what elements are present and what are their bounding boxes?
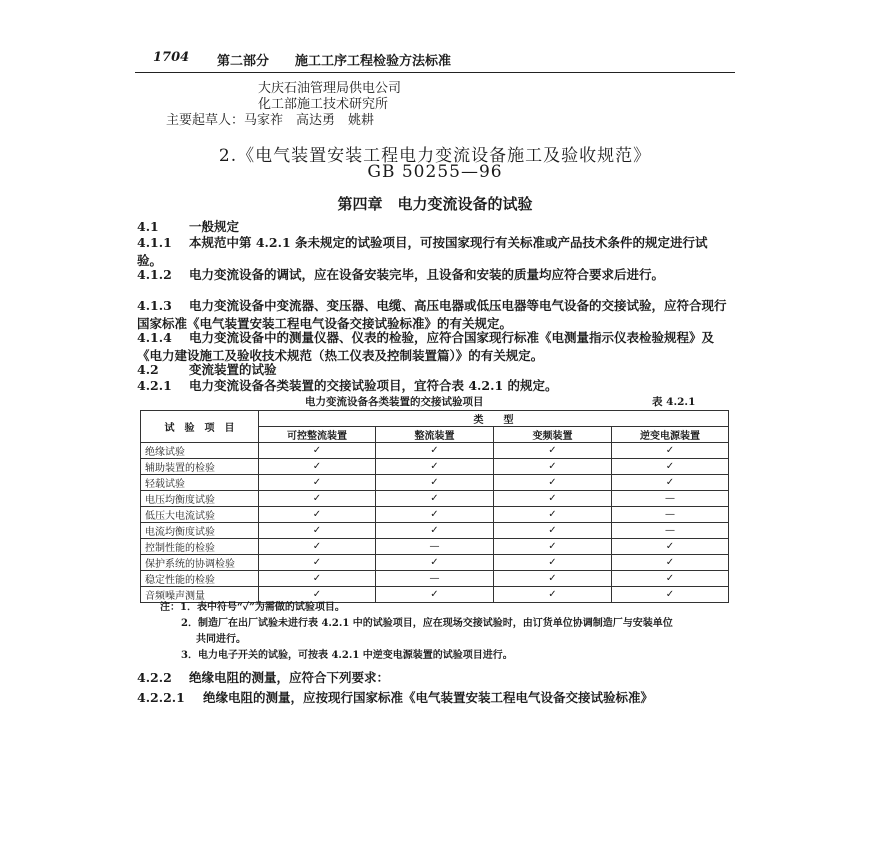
running-header — [135, 50, 735, 72]
column-header: 可控整流装置 — [259, 427, 376, 443]
table-header-row — [141, 411, 729, 427]
clause-number: 4.1.4 — [137, 330, 172, 345]
clause-number: 4.2.2.1 — [137, 690, 185, 705]
column-header: 变频装置 — [494, 427, 612, 443]
clause-number: 4.2.2 — [137, 670, 172, 685]
note-3: 3．电力电子开关的试验，可按表 4.2.1 中逆变电源装置的试验项目进行。 — [181, 650, 513, 661]
column-header: 整流装置 — [376, 427, 494, 443]
drafting-org-1: 大庆石油管理局供电公司 — [258, 81, 402, 96]
mark-cell: — — [376, 571, 494, 587]
section-number: 4.1 — [137, 219, 159, 234]
section-heading: 一般规定 — [189, 219, 240, 234]
mark-cell: ✓ — [259, 459, 376, 475]
table-row — [141, 491, 729, 507]
mark-cell: ✓ — [376, 443, 494, 459]
test-item-cell: 低压大电流试验 — [141, 507, 259, 523]
note-2: 2．制造厂在出厂试验未进行表 4.2.1 中的试验项目，应在现场交接试验时，由订货单位协调制造厂与安装单位 — [181, 618, 673, 629]
clause-text: 电力变流设备中的测量仪器、仪表的检验，应符合国家现行标准《电测量指示仪表检验规程》及《电力建设施工及验收技术规范（热工仪表及控制装置篇）》的有关规定。 — [137, 330, 715, 363]
test-item-cell: 电压均衡度试验 — [141, 491, 259, 507]
clause-number: 4.1.1 — [137, 235, 172, 250]
clause-text: 绝缘电阻的测量，应按现行国家标准《电气装置安装工程电气设备交接试验标准》 — [203, 690, 654, 705]
clause-text: 电力变流设备的调试，应在设备安装完毕，且设备和安装的质量均应符合要求后进行。 — [189, 267, 665, 282]
table-number: 表 4.2.1 — [652, 396, 696, 408]
table-row — [141, 539, 729, 555]
mark-cell: ✓ — [259, 491, 376, 507]
mark-cell: ✓ — [494, 491, 612, 507]
note-1: 注：1．表中符号“✓”为需做的试验项目。 — [160, 602, 345, 613]
mark-cell: ✓ — [612, 587, 729, 603]
clause-text: 本规范中第 4.2.1 条未规定的试验项目，可按国家现行有关标准或产品技术条件的规定进行试验。 — [137, 235, 708, 268]
clause-number: 4.1.2 — [137, 267, 172, 282]
table-row — [141, 523, 729, 539]
chapter-title: 第四章 电力变流设备的试验 — [337, 195, 533, 213]
mark-cell: — — [376, 539, 494, 555]
column-header: 逆变电源装置 — [612, 427, 729, 443]
mark-cell: ✓ — [612, 443, 729, 459]
test-item-cell: 轻载试验 — [141, 475, 259, 491]
mark-cell: ✓ — [376, 475, 494, 491]
mark-cell: ✓ — [494, 587, 612, 603]
standard-title: 2.《电气装置安装工程电力变流设备施工及验收规范》 — [218, 146, 652, 166]
mark-cell: ✓ — [494, 523, 612, 539]
mark-cell: ✓ — [494, 507, 612, 523]
test-item-cell: 保护系统的协调检验 — [141, 555, 259, 571]
mark-cell: ✓ — [494, 539, 612, 555]
clause-4-1-1 — [137, 234, 732, 270]
clause-4-2-1 — [137, 377, 558, 395]
section-heading: 变流装置的试验 — [189, 362, 277, 377]
mark-cell: ✓ — [259, 571, 376, 587]
mark-cell: ✓ — [376, 459, 494, 475]
table-row — [141, 459, 729, 475]
clause-number: 4.2.1 — [137, 378, 172, 393]
header-rule — [135, 72, 735, 73]
table-row — [141, 443, 729, 459]
item-column-header: 试 验 项 目 — [141, 411, 259, 443]
clause-4-1-4 — [137, 329, 732, 365]
table-row — [141, 555, 729, 571]
mark-cell: ✓ — [259, 539, 376, 555]
mark-cell: ✓ — [612, 571, 729, 587]
test-item-cell: 辅助装置的检验 — [141, 459, 259, 475]
clause-text: 电力变流设备中变流器、变压器、电缆、高压电器或低压电器等电气设备的交接试验，应符合现行国家标准《电气装置安装工程电气设备交接试验标准》的有关规定。 — [137, 298, 727, 331]
section-number: 4.2 — [137, 362, 159, 377]
mark-cell: ✓ — [612, 475, 729, 491]
mark-cell: ✓ — [259, 555, 376, 571]
clause-number: 4.1.3 — [137, 298, 172, 313]
mark-cell: ✓ — [494, 555, 612, 571]
mark-cell: ✓ — [259, 507, 376, 523]
mark-cell: ✓ — [612, 459, 729, 475]
test-item-cell: 电流均衡度试验 — [141, 523, 259, 539]
clause-text: 电力变流设备各类装置的交接试验项目，宜符合表 4.2.1 的规定。 — [189, 378, 558, 393]
table-row — [141, 507, 729, 523]
standard-code: GB 50255—96 — [367, 162, 503, 182]
page-number: 1704 — [153, 50, 190, 65]
mark-cell: ✓ — [376, 555, 494, 571]
mark-cell: ✓ — [376, 491, 494, 507]
clause-4-2-2 — [137, 669, 389, 687]
clause-4-1-3 — [137, 297, 732, 333]
mark-cell: ✓ — [259, 443, 376, 459]
mark-cell: — — [612, 491, 729, 507]
mark-cell: ✓ — [259, 523, 376, 539]
table-row — [141, 475, 729, 491]
mark-cell: ✓ — [494, 571, 612, 587]
mark-cell: ✓ — [494, 443, 612, 459]
test-item-cell: 控制性能的检验 — [141, 539, 259, 555]
mark-cell: ✓ — [494, 459, 612, 475]
mark-cell: ✓ — [376, 523, 494, 539]
mark-cell: ✓ — [376, 507, 494, 523]
book-title: 施工工序工程检验方法标准 — [295, 54, 452, 69]
clause-text: 绝缘电阻的测量，应符合下列要求： — [189, 670, 390, 685]
type-header: 类 型 — [259, 411, 729, 427]
clause-4-1-2 — [137, 266, 732, 284]
mark-cell: ✓ — [259, 475, 376, 491]
main-drafters: 主要起草人：马家祚 高达勇 姚耕 — [166, 113, 375, 128]
mark-cell: — — [612, 523, 729, 539]
test-item-cell: 音频噪声测量 — [141, 587, 259, 603]
mark-cell: ✓ — [376, 587, 494, 603]
mark-cell: ✓ — [259, 587, 376, 603]
part-label: 第二部分 — [217, 54, 270, 69]
test-item-cell: 绝缘试验 — [141, 443, 259, 459]
clause-4-2-2-1 — [137, 689, 653, 707]
mark-cell: ✓ — [612, 555, 729, 571]
mark-cell: ✓ — [612, 539, 729, 555]
table-row — [141, 571, 729, 587]
note-2-cont: 共同进行。 — [196, 634, 246, 645]
test-items-table — [140, 410, 729, 603]
test-item-cell: 稳定性能的检验 — [141, 571, 259, 587]
table-caption: 电力变流设备各类装置的交接试验项目 — [305, 396, 484, 408]
mark-cell: — — [612, 507, 729, 523]
mark-cell: ✓ — [494, 475, 612, 491]
drafting-org-2: 化工部施工技术研究所 — [258, 97, 389, 112]
